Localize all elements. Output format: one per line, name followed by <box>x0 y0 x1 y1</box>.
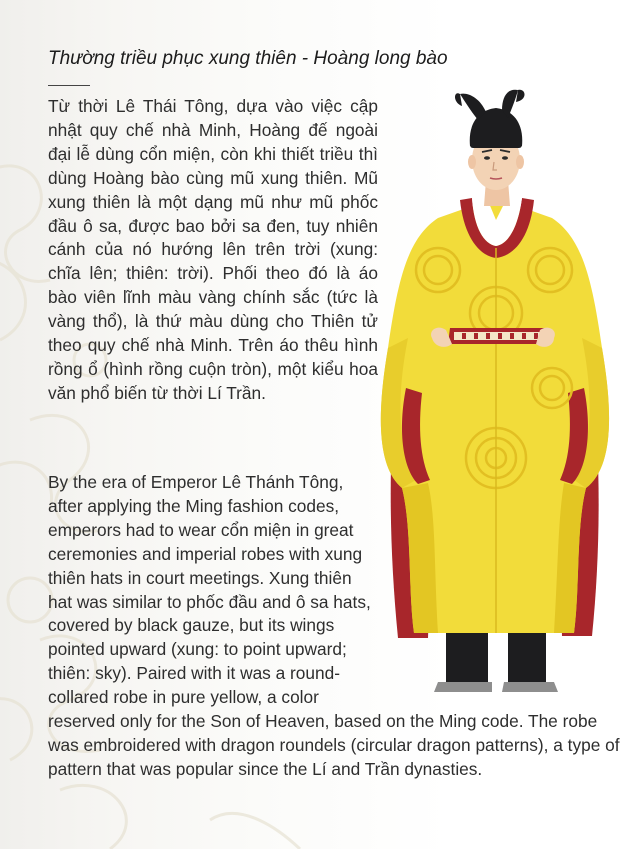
boots <box>434 626 558 692</box>
jade-belt <box>448 328 550 344</box>
xung-thien-hat <box>455 90 525 148</box>
page-title: Thường triều phục xung thiên - Hoàng long bào <box>48 48 448 69</box>
vietnamese-paragraph: Từ thời Lê Thái Tông, dựa vào việc cập nhật quy chế nhà Minh, Hoàng đế ngoài đại lễ dùng cổn miện, còn khi thiết triều thì dùng Hoàng bào cùng mũ xung thiên. Mũ xung thiên là một dạng mũ như mũ phốc đầu ô sa, được bao bởi sa đen, tuy nhiên cánh của nó hướng lên trên trời (xung: chĩa lên; thiên: trời). Phối theo đó là áo bào viên lĩnh màu vàng chính sắc (tức là vàng thổ), là thứ màu dùng cho Thiên tử theo quy chế nhà Minh. Trên áo thêu hình rồng ổ (hình rồng cuộn tròn), một kiểu hoa văn phổ biến từ thời Lí Trần. <box>48 96 378 403</box>
emperor-illustration <box>368 88 618 698</box>
title-underline <box>48 85 90 86</box>
english-paragraph-text: By the era of Emperor Lê Thánh Tông, after applying the Ming fashion codes, emperors had to wear cổn miện in great ceremonies and imperial robes with xung thiên hats in court meetings. Xung thiên hat was similar to phốc đầu and ô sa hats, covered by black gauze, but its wings pointed upward (xung: to point upward; thiên: sky). Paired with it was a round-collared robe in pure yellow, a color reserved only for the Son of Heaven, based on the Ming code. The robe was embroidered with dragon roundels (circular dragon patterns), a type of pattern that was popular since the Lí and Trần dynasties. <box>48 472 620 779</box>
